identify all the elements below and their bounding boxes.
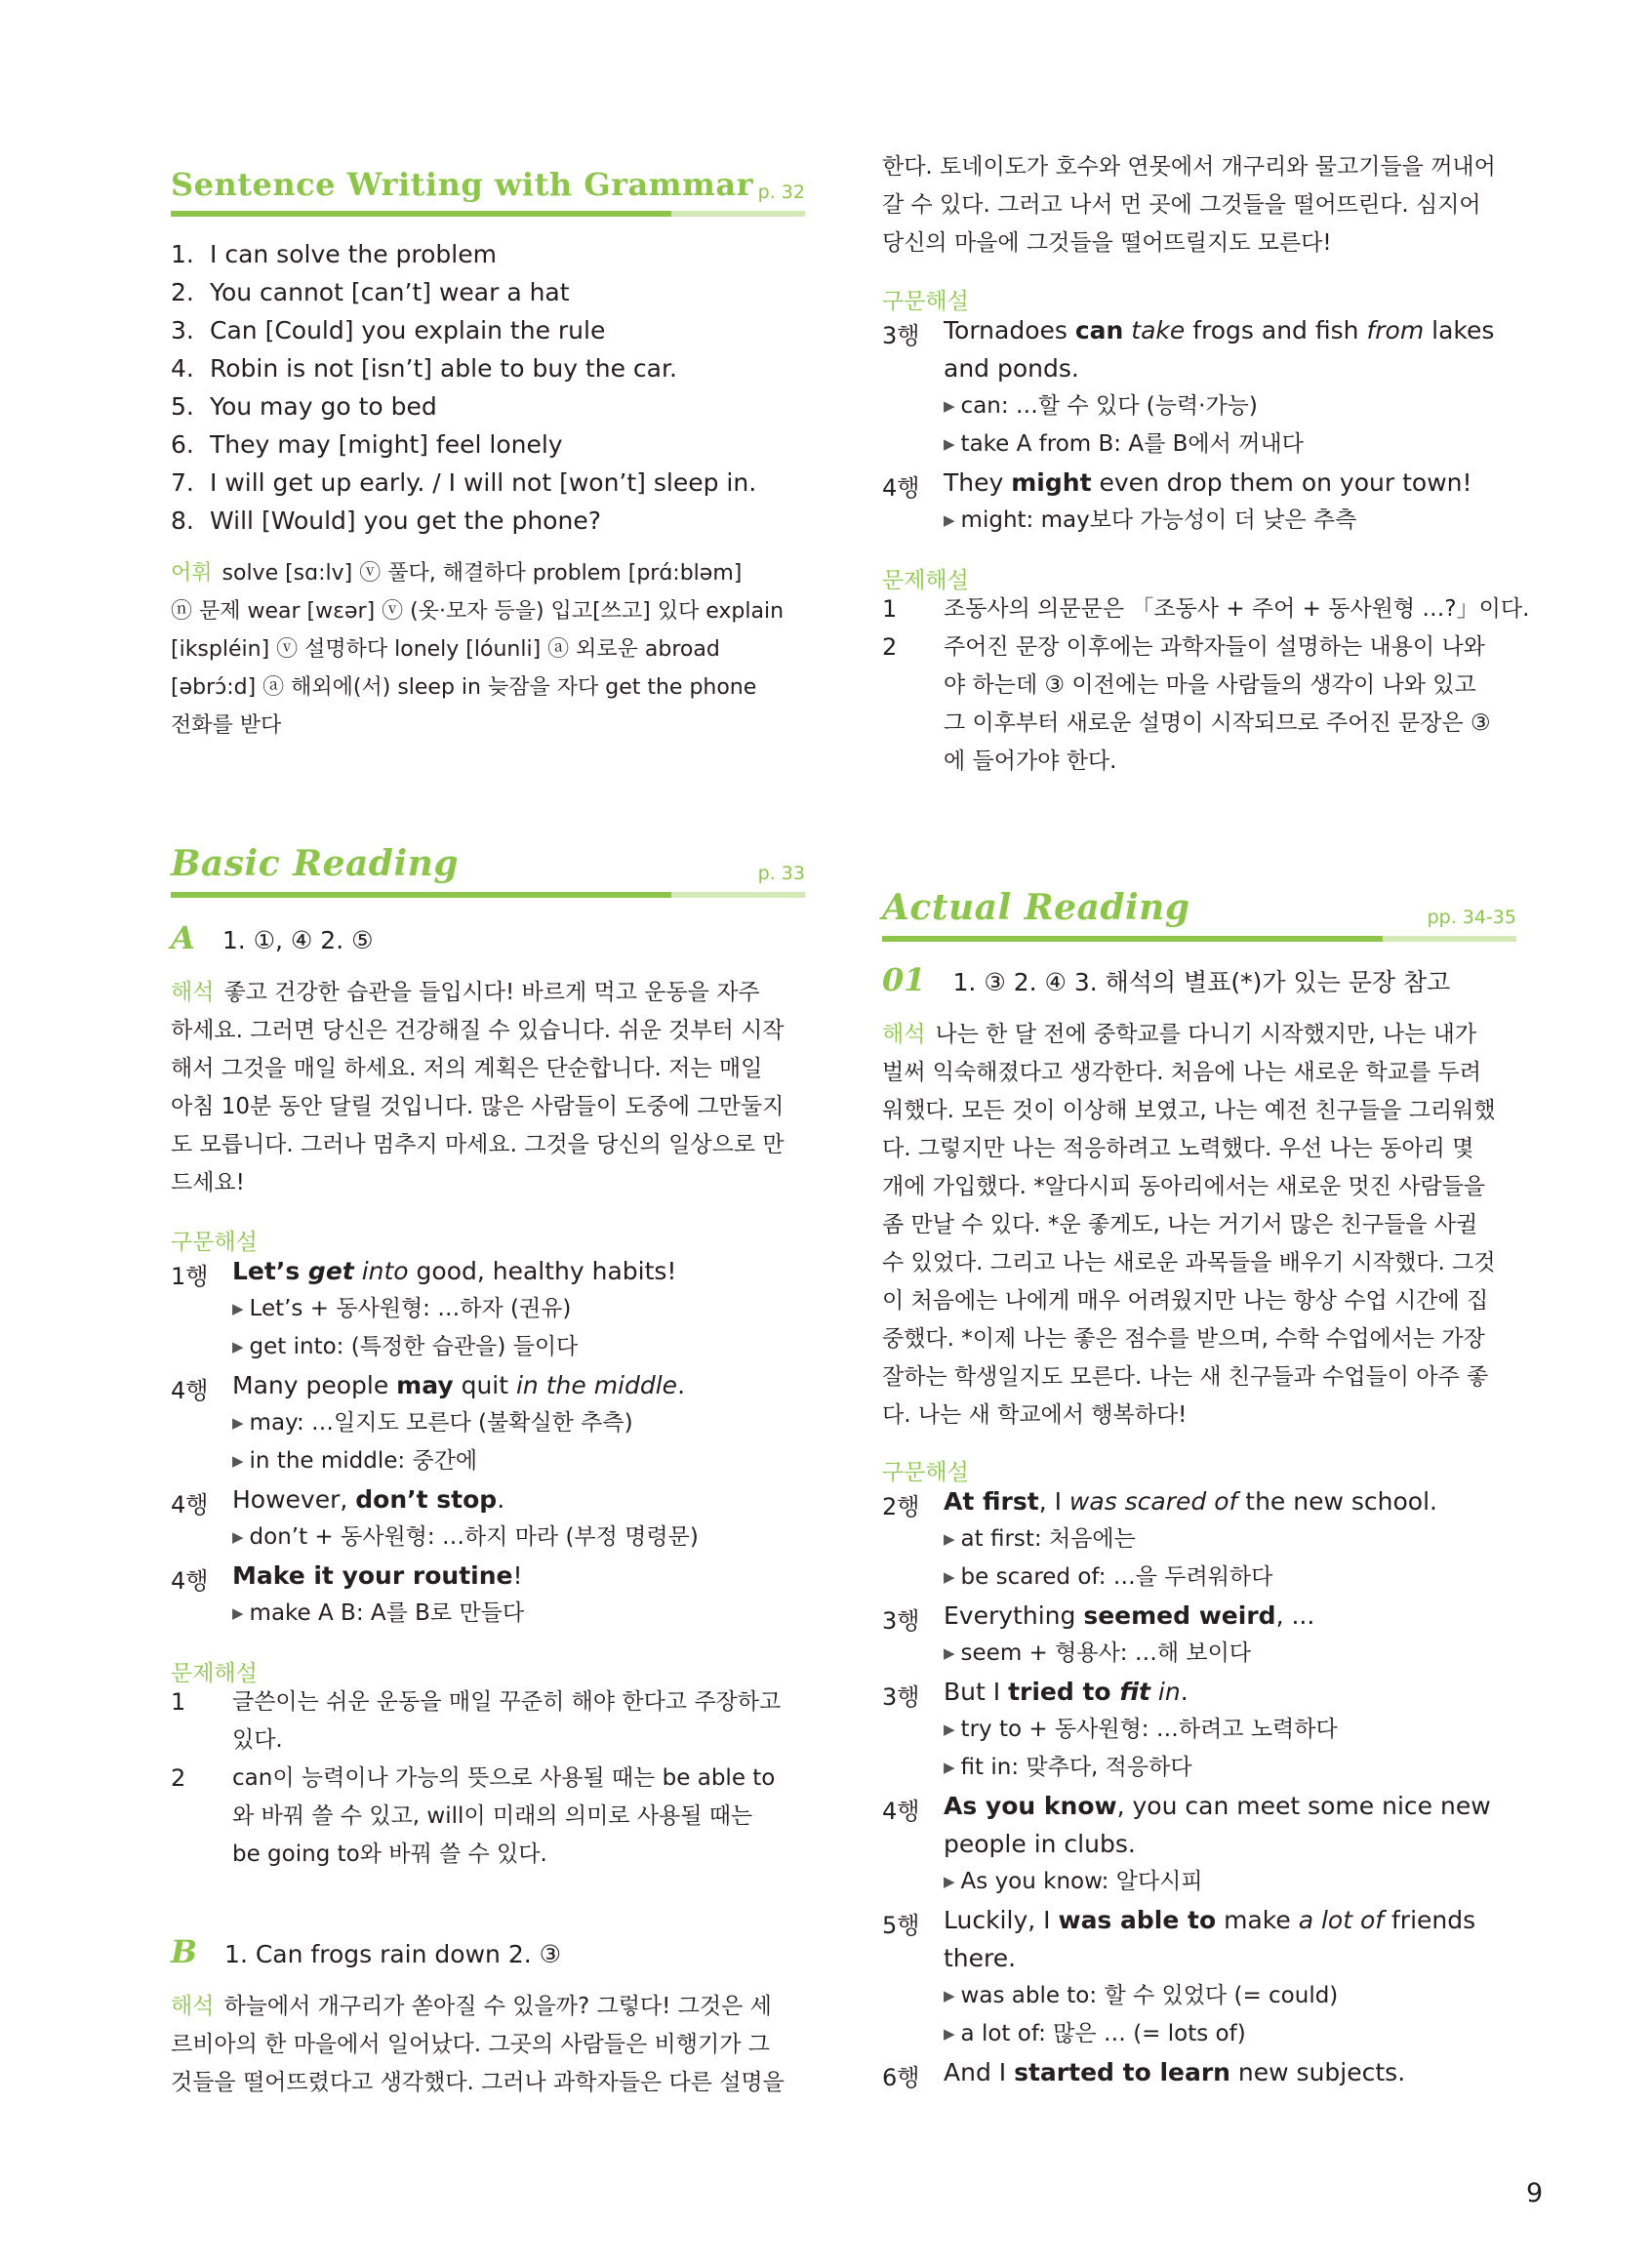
trans-line: 다. 그렇지만 나는 적응하려고 노력했다. 우선 나는 동아리 몇 bbox=[882, 1136, 1474, 1161]
syntax-sentence: Many people may quit in the middle. bbox=[232, 1371, 686, 1399]
trans-line: 갈 수 있다. 그러고 나서 먼 곳에 그것들을 떨어뜨린다. 심지어 bbox=[882, 192, 1481, 218]
line-ref: 1행 bbox=[171, 1263, 209, 1290]
trans-label: 해석 bbox=[171, 1994, 215, 2019]
line-ref: 5행 bbox=[882, 1912, 920, 1939]
answer-item bbox=[171, 425, 563, 464]
syntax-note: ▶ Let’s + 동사원형: …하자 (권유) bbox=[232, 1296, 572, 1321]
swg-header bbox=[171, 146, 805, 217]
note-text: As you know: 알다시피 bbox=[960, 1869, 1203, 1894]
basic-header bbox=[171, 820, 805, 898]
answer-item bbox=[171, 349, 677, 387]
trans-line bbox=[882, 1016, 1516, 1054]
syntax-note: ▶ might: may보다 가능성이 더 낮은 추측 bbox=[944, 507, 1357, 533]
line-ref: 3행 bbox=[882, 1607, 920, 1635]
note-text: was able to: 할 수 있었다 (= could) bbox=[960, 1983, 1339, 2008]
answer-b bbox=[171, 1933, 561, 1970]
answer-text: I can solve the problem bbox=[210, 240, 497, 268]
line-ref: 4행 bbox=[171, 1567, 209, 1595]
problem-line: 주어진 문장 이후에는 과학자들이 설명하는 내용이 나와 bbox=[944, 634, 1485, 660]
trans-line: 것들을 떨어뜨렸다고 생각했다. 그러나 과학자들은 다른 설명을 bbox=[171, 2070, 785, 2095]
trans-text: 좋고 건강한 습관을 들입시다! 바르게 먹고 운동을 자주 bbox=[223, 980, 760, 1005]
trans-text: 하늘에서 개구리가 쏟아질 수 있을까? 그렇다! 그것은 세 bbox=[223, 1994, 772, 2019]
answer-item bbox=[171, 273, 570, 311]
syntax-sentence: At first, I was scared of the new school. bbox=[944, 1487, 1437, 1516]
trans-line bbox=[171, 974, 805, 1012]
syntax-note: ▶ As you know: 알다시피 bbox=[944, 1869, 1203, 1894]
note-text: fit in: 맞추다, 적응하다 bbox=[960, 1755, 1192, 1780]
answer-num: 8. bbox=[171, 506, 194, 535]
trans-line: 워했다. 모든 것이 이상해 보였고, 나는 예전 친구들을 그리워했 bbox=[882, 1098, 1496, 1123]
answer-text: You may go to bed bbox=[210, 392, 437, 421]
line-ref: 4행 bbox=[882, 474, 920, 502]
answer-text: Will [Would] you get the phone? bbox=[210, 506, 601, 535]
problem-num: 1 bbox=[882, 595, 898, 623]
syntax-note: ▶ a lot of: 많은 … (= lots of) bbox=[944, 2021, 1246, 2046]
syntax-sentence: Tornadoes can take frogs and fish from lakes bbox=[944, 316, 1495, 344]
note-text: may: …일지도 모른다 (불확실한 추측) bbox=[249, 1410, 633, 1436]
vocab-line: ⓝ 문제 wear [wɛər] ⓥ (옷·모자 등을) 입고[쓰고] 있다 explain bbox=[171, 599, 785, 624]
note-text: make A B: A를 B로 만들다 bbox=[249, 1600, 525, 1626]
note-text: be scared of: …을 두려워하다 bbox=[960, 1564, 1273, 1590]
problem-line: 있다. bbox=[232, 1727, 283, 1753]
answer-item bbox=[171, 235, 497, 273]
swg-page: p. 32 bbox=[757, 182, 805, 203]
trans-line: 아침 10분 동안 달릴 것입니다. 많은 사람들이 도중에 그만둘지 bbox=[171, 1094, 785, 1119]
problem-num: 2 bbox=[171, 1764, 186, 1792]
answer-item bbox=[171, 502, 601, 540]
note-text: can: …할 수 있다 (능력·가능) bbox=[960, 393, 1258, 419]
note-text: seem + 형용사: …해 보이다 bbox=[960, 1640, 1252, 1666]
answer-text: I will get up early. / I will not [won’t] sleep in. bbox=[210, 468, 757, 497]
note-text: a lot of: 많은 … (= lots of) bbox=[960, 2021, 1246, 2046]
vocab-line bbox=[171, 554, 805, 592]
syntax-label: 구문해설 bbox=[882, 1460, 969, 1485]
problem-num: 1 bbox=[171, 1688, 186, 1716]
syntax-note: ▶ take A from B: A를 B에서 꺼내다 bbox=[944, 431, 1304, 457]
answer-num: 4. bbox=[171, 354, 194, 383]
trans-line: 수 있었다. 그리고 나는 새로운 과목들을 배우기 시작했다. 그것 bbox=[882, 1250, 1496, 1275]
trans-label: 해석 bbox=[882, 1022, 926, 1047]
answer-letter: B bbox=[171, 1933, 198, 1970]
note-text: don’t + 동사원형: …하지 마라 (부정 명령문) bbox=[249, 1524, 699, 1550]
vocab-line: 전화를 받다 bbox=[171, 713, 282, 738]
trans-line: 개에 가입했다. *알다시피 동아리에서는 새로운 멋진 사람들을 bbox=[882, 1174, 1486, 1199]
divider bbox=[171, 892, 671, 898]
trans-line: 잘하는 학생일지도 모른다. 나는 새 친구들과 수업들이 아주 좋 bbox=[882, 1364, 1489, 1390]
syntax-note: ▶ try to + 동사원형: …하려고 노력하다 bbox=[944, 1717, 1338, 1742]
syntax-label: 구문해설 bbox=[882, 289, 969, 314]
answer-text: They may [might] feel lonely bbox=[210, 430, 563, 459]
swg-title: Sentence Writing with Grammar bbox=[171, 166, 753, 203]
trans-line: 당신의 마을에 그것들을 떨어뜨릴지도 모른다! bbox=[882, 230, 1332, 256]
answer-num: 7. bbox=[171, 468, 194, 497]
note-text: at first: 처음에는 bbox=[960, 1526, 1136, 1552]
answer-b-text: 1. Can frogs rain down 2. ③ bbox=[224, 1940, 562, 1968]
syntax-note: ▶ get into: (특정한 습관을) 들이다 bbox=[232, 1334, 579, 1359]
trans-line: 벌써 익숙해졌다고 생각한다. 처음에 나는 새로운 학교를 두려 bbox=[882, 1060, 1481, 1085]
trans-line: 도 모릅니다. 그러나 멈추지 마세요. 그것을 당신의 일상으로 만 bbox=[171, 1132, 785, 1157]
note-text: Let’s + 동사원형: …하자 (권유) bbox=[249, 1296, 572, 1321]
syntax-note: ▶ don’t + 동사원형: …하지 마라 (부정 명령문) bbox=[232, 1524, 699, 1550]
syntax-note: ▶ may: …일지도 모른다 (불확실한 추측) bbox=[232, 1410, 633, 1436]
trans-line: 한다. 토네이도가 호수와 연못에서 개구리와 물고기들을 꺼내어 bbox=[882, 154, 1496, 180]
answer-num: 6. bbox=[171, 430, 194, 459]
vocab-text: solve [sɑ:lv] ⓥ 풀다, 해결하다 problem [prɑ́:bləm] bbox=[222, 561, 743, 586]
syntax-sentence: Luckily, I was able to make a lot of friends bbox=[944, 1906, 1476, 1934]
trans-line: 이 처음에는 나에게 매우 어려웠지만 나는 항상 수업 시간에 집 bbox=[882, 1288, 1489, 1314]
syntax-note: ▶ seem + 형용사: …해 보이다 bbox=[944, 1640, 1252, 1666]
actual-page: pp. 34-35 bbox=[1427, 907, 1516, 928]
trans-text: 나는 한 달 전에 중학교를 다니기 시작했지만, 나는 내가 bbox=[935, 1022, 1477, 1047]
trans-line: 좀 만날 수 있다. *운 좋게도, 나는 거기서 많은 친구들을 사귈 bbox=[882, 1212, 1478, 1237]
trans-line: 드세요! bbox=[171, 1170, 245, 1195]
problem-label: 문제해설 bbox=[882, 568, 969, 593]
question-number: 01 bbox=[882, 961, 926, 998]
syntax-note: ▶ be scared of: …을 두려워하다 bbox=[944, 1564, 1273, 1590]
page-number: 9 bbox=[1526, 2178, 1544, 2208]
vocab-line: [əbrɔ́:d] ⓐ 해외에(서) sleep in 늦잠을 자다 get the phone bbox=[171, 675, 757, 700]
note-text: take A from B: A를 B에서 꺼내다 bbox=[960, 431, 1304, 457]
syntax-note: ▶ make A B: A를 B로 만들다 bbox=[232, 1600, 525, 1626]
divider bbox=[171, 211, 671, 217]
line-ref: 3행 bbox=[882, 322, 920, 349]
vocab-label: 어휘 bbox=[171, 561, 213, 586]
syntax-label: 구문해설 bbox=[171, 1230, 258, 1255]
answer-text: Robin is not [isn’t] able to buy the car. bbox=[210, 354, 677, 383]
problem-line: 와 바꿔 쓸 수 있고, will이 미래의 의미로 사용될 때는 bbox=[232, 1803, 753, 1829]
answer-text: Can [Could] you explain the rule bbox=[210, 316, 606, 344]
syntax-sentence: Everything seemed weird, ... bbox=[944, 1601, 1315, 1630]
note-text: get into: (특정한 습관을) 들이다 bbox=[249, 1334, 579, 1359]
line-ref: 3행 bbox=[882, 1683, 920, 1711]
syntax-note: ▶ in the middle: 중간에 bbox=[232, 1448, 478, 1474]
syntax-sentence: As you know, you can meet some nice new bbox=[944, 1792, 1491, 1820]
syntax-sentence: And I started to learn new subjects. bbox=[944, 2058, 1406, 2086]
divider bbox=[882, 936, 1383, 942]
actual-title: Actual Reading bbox=[882, 887, 1190, 928]
syntax-sentence-cont: people in clubs. bbox=[944, 1830, 1136, 1858]
syntax-sentence: However, don’t stop. bbox=[232, 1485, 505, 1514]
answer-item bbox=[171, 311, 605, 349]
trans-line: 르비아의 한 마을에서 일어났다. 그곳의 사람들은 비행기가 그 bbox=[171, 2032, 770, 2057]
trans-line: 하세요. 그러면 당신은 건강해질 수 있습니다. 쉬운 것부터 시작 bbox=[171, 1018, 785, 1043]
syntax-note: ▶ fit in: 맞추다, 적응하다 bbox=[944, 1755, 1192, 1780]
syntax-sentence: But I tried to fit in. bbox=[944, 1678, 1189, 1706]
syntax-note: ▶ can: …할 수 있다 (능력·가능) bbox=[944, 393, 1258, 419]
syntax-sentence: They might even drop them on your town! bbox=[944, 468, 1472, 497]
line-ref: 2행 bbox=[882, 1493, 920, 1520]
problem-line: 글쓴이는 쉬운 운동을 매일 꾸준히 해야 한다고 주장하고 bbox=[232, 1689, 782, 1715]
trans-line: 중했다. *이제 나는 좋은 점수를 받으며, 수학 수업에서는 가장 bbox=[882, 1326, 1485, 1352]
answer-num: 3. bbox=[171, 316, 194, 344]
answer-text: You cannot [can’t] wear a hat bbox=[210, 278, 570, 306]
line-ref: 4행 bbox=[171, 1377, 209, 1404]
syntax-sentence: Make it your routine! bbox=[232, 1561, 523, 1590]
trans-line: 다. 나는 새 학교에서 행복하다! bbox=[882, 1402, 1188, 1428]
syntax-sentence: Let’s get into good, healthy habits! bbox=[232, 1257, 677, 1285]
problem-line: can이 능력이나 가능의 뜻으로 사용될 때는 be able to bbox=[232, 1765, 776, 1791]
answer-a bbox=[171, 919, 374, 956]
answer-item bbox=[171, 464, 756, 502]
problem-line: 그 이후부터 새로운 설명이 시작되므로 주어진 문장은 ③ bbox=[944, 710, 1491, 736]
problem-line: be going to와 바꿔 쓸 수 있다. bbox=[232, 1842, 547, 1867]
syntax-note: ▶ was able to: 할 수 있었다 (= could) bbox=[944, 1983, 1339, 2008]
answer-a-text: 1. ①, ④ 2. ⑤ bbox=[222, 926, 374, 954]
problem-num: 2 bbox=[882, 633, 898, 661]
line-ref: 4행 bbox=[882, 1798, 920, 1825]
problem-line: 에 들어가야 한다. bbox=[944, 749, 1117, 774]
answer-num: 5. bbox=[171, 392, 194, 421]
syntax-sentence-cont: and ponds. bbox=[944, 354, 1079, 383]
basic-title: Basic Reading bbox=[171, 843, 459, 884]
trans-label: 해석 bbox=[171, 980, 215, 1005]
answer-letter: A bbox=[171, 919, 195, 956]
syntax-sentence-cont: there. bbox=[944, 1944, 1017, 1972]
problem-line: 조동사의 의문문은 「조동사 + 주어 + 동사원형 …?」이다. bbox=[944, 596, 1530, 622]
note-text: try to + 동사원형: …하려고 노력하다 bbox=[960, 1717, 1338, 1742]
answer-01-text: 1. ③ 2. ④ 3. 해석의 별표(*)가 있는 문장 참고 bbox=[952, 968, 1451, 996]
line-ref: 4행 bbox=[171, 1491, 209, 1518]
actual-header bbox=[882, 864, 1516, 942]
answer-num: 2. bbox=[171, 278, 194, 306]
line-ref: 6행 bbox=[882, 2064, 920, 2091]
note-text: might: may보다 가능성이 더 낮은 추측 bbox=[960, 507, 1357, 533]
trans-line bbox=[171, 1988, 805, 2026]
problem-label: 문제해설 bbox=[171, 1661, 258, 1686]
answer-item bbox=[171, 387, 437, 425]
vocab-line: [ikspléin] ⓥ 설명하다 lonely [lóunli] ⓐ 외로운 abroad bbox=[171, 637, 720, 662]
note-text: in the middle: 중간에 bbox=[249, 1448, 478, 1474]
problem-line: 야 하는데 ③ 이전에는 마을 사람들의 생각이 나와 있고 bbox=[944, 672, 1476, 698]
answer-01 bbox=[882, 961, 1450, 998]
answer-num: 1. bbox=[171, 240, 194, 268]
basic-page: p. 33 bbox=[757, 863, 805, 884]
trans-line: 해서 그것을 매일 하세요. 저의 계획은 단순합니다. 저는 매일 bbox=[171, 1056, 763, 1081]
syntax-note: ▶ at first: 처음에는 bbox=[944, 1526, 1136, 1552]
